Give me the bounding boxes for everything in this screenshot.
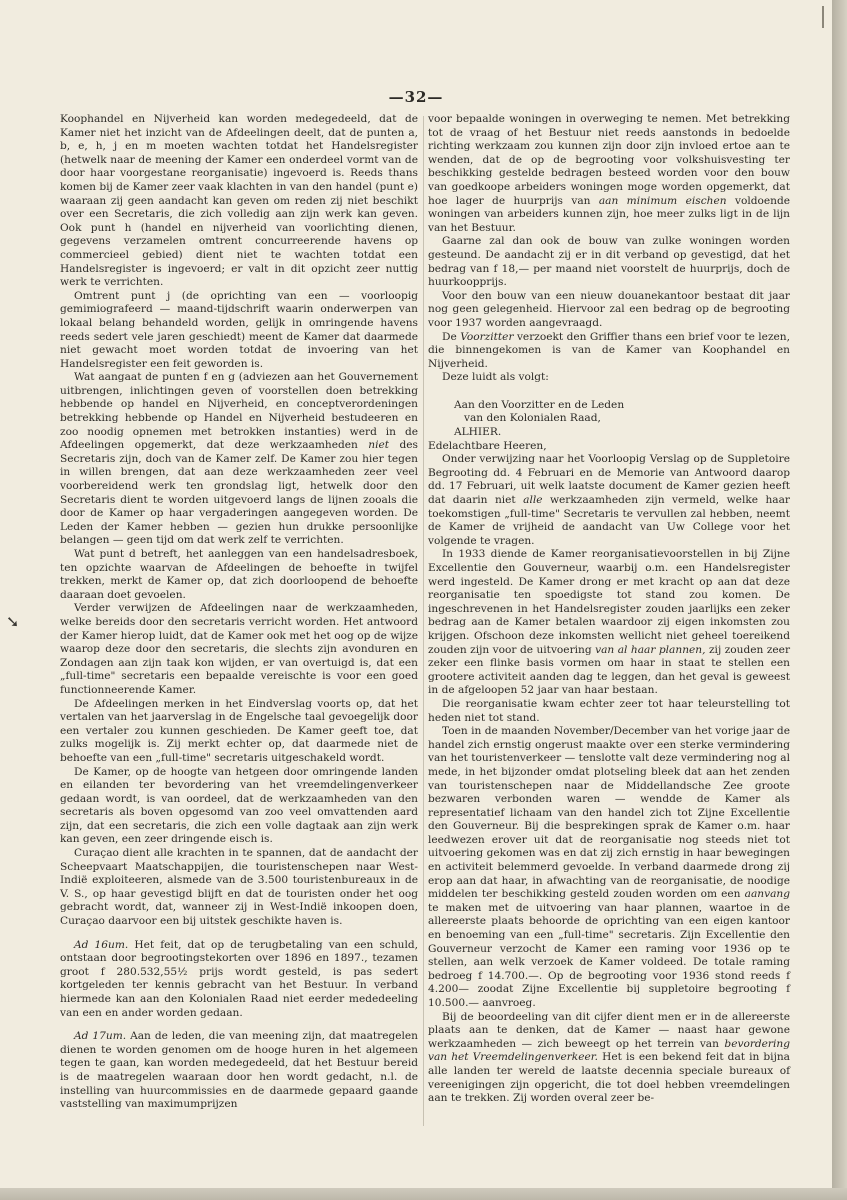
paragraph: Die reorganisatie kwam echter zeer tot haar teleurstelling tot heden niet tot stand. [428, 697, 790, 724]
page-edge-right [832, 0, 847, 1200]
letter-salutation: Edelachtbare Heeren, [428, 439, 547, 452]
right-column [428, 113, 790, 1106]
paragraph: Deze luidt als volgt: [442, 371, 549, 384]
paragraph: Voor den bouw van een nieuw douanekantoor bestaat dit jaar nog geen gelegenheid. Hiervoor zal een bedrag op de begrooting voor 1937 worden aangevraagd. [428, 289, 790, 329]
paragraph: Onder verwijzing naar het Voorloopig Verslag op de Suppletoire Begrooting dd. 4 Februari en de Memorie van Antwoord daarop dd. 17 Februari, uit welk laatste document de Kamer gezien heeft dat daarin niet alle werkzaamheden zijn vermeld, welke haar toekomstigen „full-time" Secretaris te vervullen zal hebben, neemt de Kamer de vrijheid de aandacht van Uw College voor het volgende te vragen. [428, 453, 790, 547]
paragraph-ad-16um: Ad 16um. Het feit, dat op de terugbetaling van een schuld, ontstaan door begrootingstekorten over 1896 en 1897., tezamen groot f 280.532,55½ prijs wordt gesteld, is pas sedert kortgeleden ter kennis gebracht van het Bestuur. In verband hiermede kan aan den Kolonialen Raad niet eerder mededeeling van een en ander worden gedaan. [60, 938, 418, 1019]
paragraph: Wat aangaat de punten f en g (adviezen aan het Gouvernement uitbrengen, inlichtingen geven of voorstellen doen betrekking hebbende op handel en Nijverheid, en conceptverordeningen betrekking hebbende op Handel en Nijverheid bestudeeren en zoo noodig opnemen met betrokken instanties) werd in de Afdeelingen opgemerkt, dat deze werkzaamheden niet des Secretaris zijn, doch van de Kamer zelf. De Kamer zou hier tegen in willen brengen, dat aan deze werkzaamheden zeer veel voorbereidend werk ten grondslag ligt, hetwelk door den Secretaris dient te worden uitgevoerd langs de lijnen zooals die door de Kamer op haar vergaderingen aangegeven worden. De Leden der Kamer hebben — gezien hun drukke persoonlijke belangen — geen tijd om dat werk zelf te verrichten. [60, 371, 418, 547]
paragraph: Bij de beoordeeling van dit cijfer dient men er in de allereerste plaats aan te denken, dat de Kamer — naast haar gewone werkzaamheden — zich beweegt op het terrein van bevordering van het Vreemdelingenverkeer. Het is een bekend feit dat in bijna alle landen ter wereld de laatste decennia speciale bureaux of vereenigingen zijn opgericht, die tot doel hebben vreemdelingen aan te trekken. Zij worden overal zeer be- [428, 1010, 790, 1105]
paragraph: De Kamer, op de hoogte van hetgeen door omringende landen en eilanden ter bevordering van het vreemdelingenverkeer gedaan wordt, is van oordeel, dat de werkzaamheden van den secretaris als boven opgesomd van zoo veel omvattenden aard zijn, dat een secretaris, die zich een volle dagtaak aan zijn werk kan geven, een zeer dringende eisch is. [60, 765, 418, 846]
paragraph: Toen in de maanden November/December van het vorige jaar de handel zich ernstig ongerust maakte over een sterke vermindering van het touristenverkeer — tenslotte valt deze vermindering nog al mede, in het bijzonder omdat plotseling bleek dat aan het zenden van touristenschepen naar de Middellandsche Zee groote bezwaren verbonden waren — wendde de Kamer als representatief lichaam van den handel zich tot Zijne Excellentie den Gouverneur. Bij die besprekingen sprak de Kamer o.m. haar leedwezen erover uit dat de reorganisatie nog steeds niet tot uitvoering gekomen was en dat zij zich ernstig in haar bewegingen en activiteit belemmerd gevoelde. In verband daarmede drong zij erop aan dat haar, in afwachting van de reorganisatie, de noodige middelen ter beschikking gesteld zouden worden om een aanvang te maken met de uitvoering van haar plannen, waartoe in de allereerste plaats behoorde de oprichting van een eigen kantoor en benoeming van een „full-time" secretaris. Zijn Excellentie den Gouverneur verzocht de Kamer een raming voor 1936 op te stellen, aan welk verzoek de Kamer voldeed. De totale raming bedroeg f 14.700.—. Op de begrooting voor 1936 stond reeds f 4.200— zoodat Zijne Excellentie bij suppletoire begrooting f 10.500.— aanvroeg. [428, 725, 790, 1009]
paragraph: In 1933 diende de Kamer reorganisatievoorstellen in bij Zijne Excellentie den Gouverneur, waarbij o.m. een Handelsregister werd ingesteld. De Kamer drong er met kracht op aan dat deze reorganisatie ten spoedigste tot stand zou komen. De ingeschrevenen in het Handelsregister zouden jaarlijks een zeker bedrag aan de Kamer betalen waardoor zij eigen inkomsten zou krijgen. Ofschoon deze inkomsten wellicht niet geheel toereikend zouden zijn voor de uitvoering van al haar plannen, zij zouden zeer zeker een flinke basis vormen om haar in staat te stellen een grootere activiteit aanden dag te leggen, dan het geval is geweest in de afgeloopen 52 jaar van haar bestaan. [428, 548, 791, 697]
page-edge-mark [822, 6, 824, 28]
page-number: —32— [388, 88, 444, 106]
address-line: Aan den Voorzitter en de Leden [454, 398, 625, 411]
page-edge-bottom [0, 1188, 847, 1200]
address-line: van den Kolonialen Raad, [464, 412, 601, 425]
margin-arrow-icon: ➘ [6, 612, 20, 631]
paragraph: De Afdeelingen merken in het Eindverslag voorts op, dat het vertalen van het jaarverslag in de Engelsche taal gevoegelijk door een vertaler zou kunnen geschieden. De Kamer geeft toe, dat zulks mogelijk is. Zij merkt echter op, dat daarmede niet de behoefte van een „full-time" secretaris uitgeschakeld wordt. [60, 697, 418, 764]
left-column [60, 113, 418, 1112]
column-divider [423, 116, 424, 1126]
paragraph: voor bepaalde woningen in overweging te nemen. Met betrekking tot de vraag of het Bestuur niet reeds aanstonds in bedoelde richting werkzaam zou kunnen zijn door zijn invloed ertoe aan te wenden, dat de op de begrooting voor volkshuisvesting ter beschikking gestelde bedragen besteed worden voor den bouw van goedkoope arbeiders woningen moge worden opgemerkt, dat hoe lager de huurprijs van aan minimum eischen voldoende woningen van arbeiders kunnen zijn, hoe meer zulks ligt in de lijn van het Bestuur. [428, 113, 791, 234]
paragraph: Omtrent punt j (de oprichting van een — voorloopig gemimiografeerd — maand-tijdschrift waarin onderwerpen van lokaal belang behandeld worden, gelijk in omringende havens reeds sedert vele jaren geschiedt) meent de Kamer dat daarmede niet gewacht moet worden totdat de invoering van het Handelsregister een feit geworden is. [60, 289, 418, 370]
paragraph: Wat punt d betreft, het aanleggen van een handelsadresboek, ten opzichte waarvan de Afdeelingen de behoefte in twijfel trekken, merkt de Kamer op, dat zich doorloopend de behoefte daaraan doet gevoelen. [60, 548, 418, 601]
paragraph-ad-17um: Ad 17um. Aan de leden, die van meening zijn, dat maatregelen dienen te worden genomen om de hooge huren in het algemeen tegen te gaan, kan worden medegedeeld, dat het Bestuur bereid is de maatregelen waaraan door hen wordt gedacht, n.l. de instelling van huurcommissies en de daarmede gepaard gaande vaststelling van maximumprijzen [60, 1030, 419, 1111]
paragraph: De Voorzitter verzoekt den Griffier thans een brief voor te lezen, die binnengekomen is van de Kamer van Koophandel en Nijverheid. [428, 330, 790, 370]
address-line: ALHIER. [454, 426, 502, 439]
letter-address [454, 399, 790, 440]
paragraph: Gaarne zal dan ook de bouw van zulke woningen worden gesteund. De aandacht zij er in dit verband op gevestigd, dat het bedrag van f 18,— per maand niet voorstelt de huurprijs, doch de huurkoopprijs. [428, 235, 790, 289]
paragraph: Curaçao dient alle krachten in te spannen, dat de aandacht der Scheepvaart Maatschappijen, die touristenschepen naar West-Indië exploiteeren, alsmede van de 3.500 touristenbureaux in de V. S., op haar gevestigd blijft en dat de touristen onder het oog gebracht wordt, dat, wanneer zij in West-Indië inkoopen doen, Curaçao daarvoor een bij uitstek geschikte haven is. [60, 847, 418, 928]
paragraph: Koophandel en Nijverheid kan worden medegedeeld, dat de Kamer niet het inzicht van de Afdeelingen deelt, dat de punten a, b, e, h, j en m moeten wachten totdat het Handelsregister (hetwelk naar de meening der Kamer een onderdeel vormt van de door haar voorgestane reorganisatie) ingevoerd is. Reeds thans komen bij de Kamer zeer vaak klachten in van den handel (punt e) waaraan zij geen aandacht kan geven om reden zij niet beschikt over een Secretaris, die zich volledig aan zijn werk kan geven. Ook punt h (handel en nijverheid van voorlichting dienen, gegevens verzamelen omtrent concurreerende havens op commercieel gebied) dient niet te wachten totdat een Handelsregister is ingevoerd; er valt in dit opzicht zeer nuttig werk te verrichten. [60, 113, 418, 289]
paragraph: Verder verwijzen de Afdeelingen naar de werkzaamheden, welke bereids door den secretaris verricht worden. Het antwoord der Kamer hierop luidt, dat de Kamer ook met het oog op de wijze waarop deze door den secretaris, die slechts zijn avonduren en Zondagen aan zijn taak kon wijden, er van overtuigd is, dat een „full-time" secretaris een bepaalde vereischte is voor een goed functionneerende Kamer. [60, 602, 418, 696]
